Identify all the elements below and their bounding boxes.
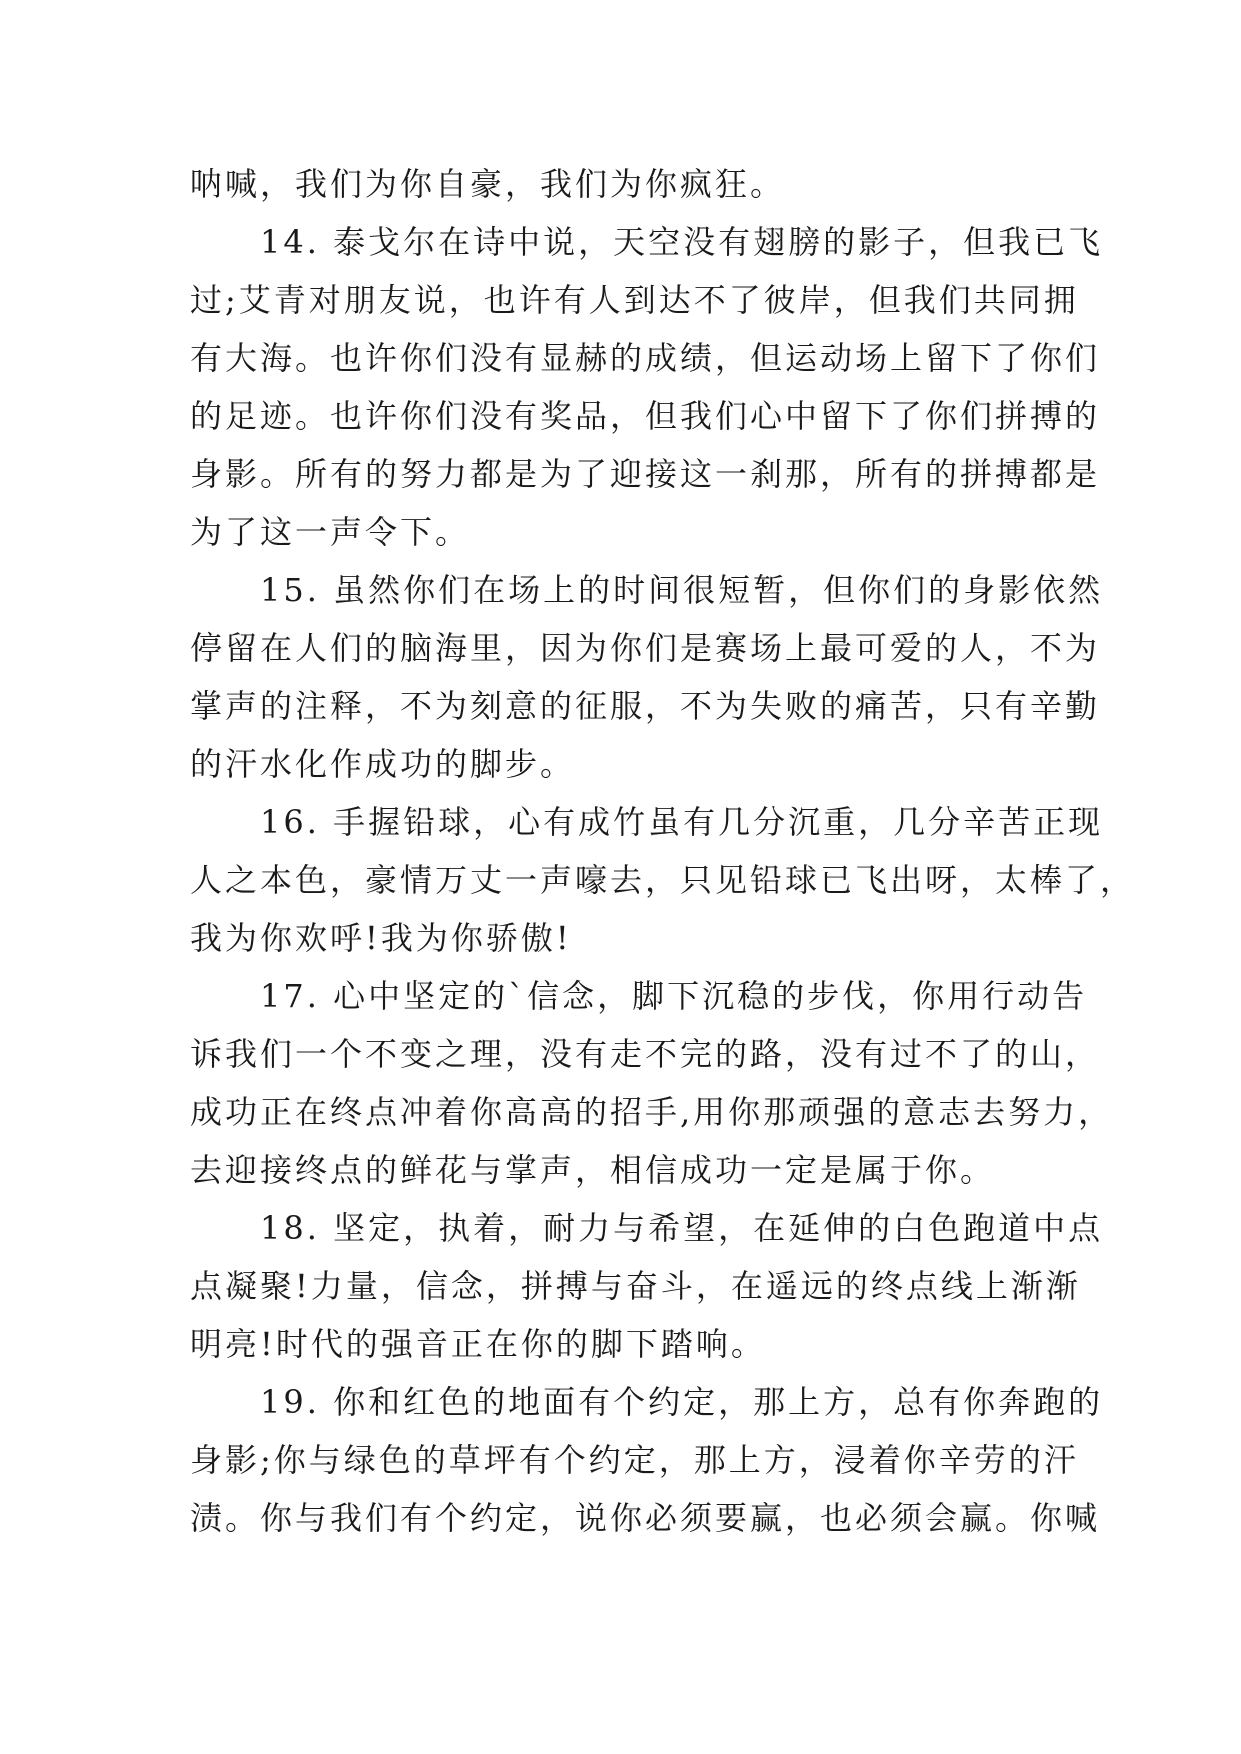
paragraph-16-start: 16. 手握铅球，心有成竹虽有几分沉重，几分辛苦正现: [260, 803, 1104, 841]
paragraph-17-start: 17. 心中坚定的`信念，脚下沉稳的步伐，你用行动告: [260, 977, 1088, 1015]
paragraph-14-start: 14. 泰戈尔在诗中说，天空没有翅膀的影子，但我已飞: [260, 223, 1104, 261]
text-line: 过;艾青对朋友说，也许有人到达不了彼岸，但我们共同拥: [190, 281, 1079, 319]
text-line: 身影;你与绿色的草坪有个约定，那上方，浸着你辛劳的汗: [190, 1441, 1079, 1479]
body-text: [190, 155, 1136, 1547]
text-line: 我为你欢呼!我为你骄傲!: [190, 919, 572, 957]
paragraph-19-start: 19. 你和红色的地面有个约定，那上方，总有你奔跑的: [260, 1383, 1104, 1421]
text-line: 呐喊，我们为你自豪，我们为你疯狂。: [190, 165, 786, 203]
text-line: 点凝聚!力量，信念，拼搏与奋斗，在遥远的终点线上渐渐: [190, 1267, 1081, 1305]
text-line: 停留在人们的脑海里，因为你们是赛场上最可爱的人，不为: [190, 629, 1101, 667]
text-line: 为了这一声令下。: [190, 513, 471, 551]
text-line: 渍。你与我们有个约定，说你必须要赢，也必须会赢。你喊: [190, 1499, 1101, 1537]
text-line: 的足迹。也许你们没有奖品，但我们心中留下了你们拼搏的: [190, 397, 1101, 435]
paragraph-15-start: 15. 虽然你们在场上的时间很短暂，但你们的身影依然: [260, 571, 1104, 609]
text-line: 有大海。也许你们没有显赫的成绩，但运动场上留下了你们: [190, 339, 1101, 377]
text-line: 去迎接终点的鲜花与掌声，相信成功一定是属于你。: [190, 1151, 996, 1189]
text-line: 诉我们一个不变之理，没有走不完的路，没有过不了的山，: [190, 1035, 1101, 1073]
text-line: 的汗水化作成功的脚步。: [190, 745, 576, 783]
text-line: 人之本色，豪情万丈一声嚎去，只见铅球已飞出呀，太棒了，: [190, 861, 1136, 899]
text-line: 明亮!时代的强音正在你的脚下踏响。: [190, 1325, 766, 1363]
paragraph-18-start: 18. 坚定，执着，耐力与希望，在延伸的白色跑道中点: [260, 1209, 1104, 1247]
text-line: 成功正在终点冲着你高高的招手,用你那顽强的意志去努力，: [190, 1093, 1114, 1131]
text-line: 掌声的注释，不为刻意的征服，不为失败的痛苦，只有辛勤: [190, 687, 1101, 725]
text-line: 身影。所有的努力都是为了迎接这一刹那，所有的拼搏都是: [190, 455, 1101, 493]
